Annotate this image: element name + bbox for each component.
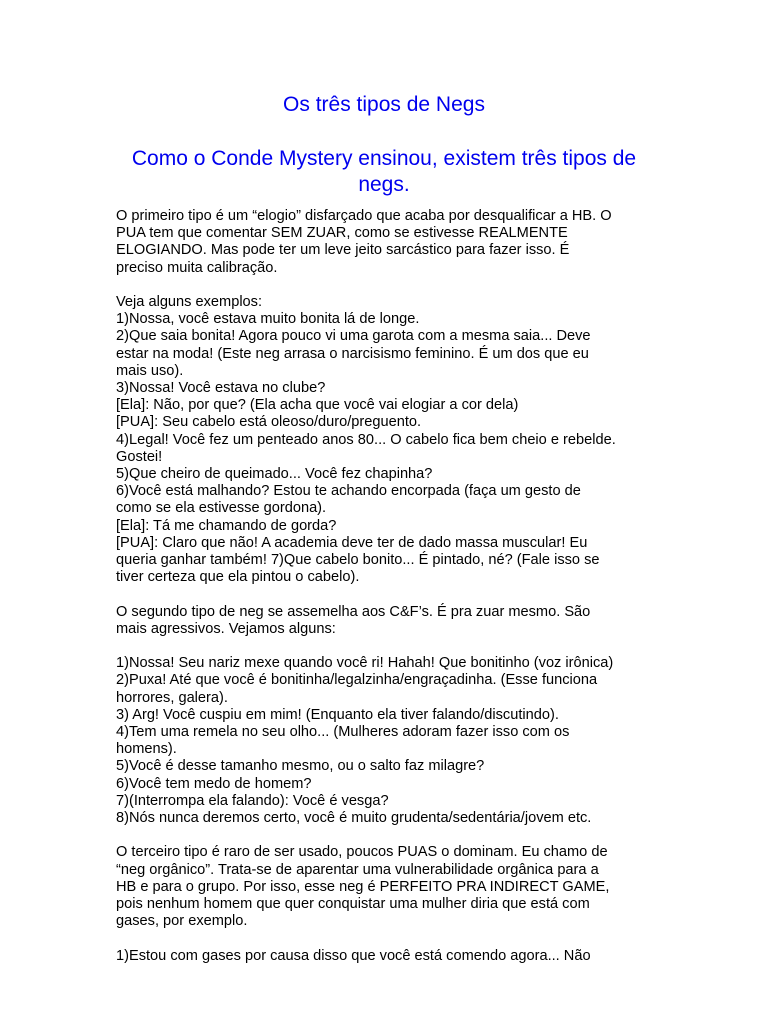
text-line: HB e para o grupo. Por isso, esse neg é PERFEITO PRA INDIRECT GAME, — [116, 878, 610, 895]
text-line: 3)Nossa! Você estava no clube? — [116, 380, 326, 397]
text-line: mais uso). — [116, 362, 184, 379]
text-line: 5)Que cheiro de queimado... Você fez chapinha? — [116, 466, 433, 483]
paragraph — [116, 844, 661, 930]
text-line: queria ganhar também! 7)Que cabelo bonito... É pintado, né? (Fale isso se — [116, 552, 600, 569]
text-line: ELOGIANDO. Mas pode ter um leve jeito sarcástico para fazer isso. É — [116, 242, 570, 259]
text-line: [PUA]: Seu cabelo está oleoso/duro/preguento. — [116, 414, 422, 431]
text-line: 6)Você tem medo de homem? — [116, 775, 312, 792]
text-line: homens). — [116, 741, 177, 758]
text-line: 3) Arg! Você cuspiu em mim! (Enquanto ela tiver falando/discutindo). — [116, 706, 559, 723]
text-line: O terceiro tipo é raro de ser usado, poucos PUAS o dominam. Eu chamo de — [116, 844, 608, 861]
paragraph — [116, 294, 661, 586]
paragraph — [116, 948, 661, 965]
text-line: “neg orgânico”. Trata-se de aparentar uma vulnerabilidade orgânica para a — [116, 861, 599, 878]
text-line: PUA tem que comentar SEM ZUAR, como se estivesse REALMENTE — [116, 225, 568, 242]
text-line: [PUA]: Claro que não! A academia deve ter de dado massa muscular! Eu — [116, 534, 588, 551]
text-line: como se ela estivesse gordona). — [116, 500, 327, 517]
text-line: 6)Você está malhando? Estou te achando encorpada (faça um gesto de — [116, 483, 581, 500]
document-subtitle: Como o Conde Mystery ensinou, existem três tipos de negs. — [131, 147, 637, 196]
text-line: tiver certeza que ela pintou o cabelo). — [116, 569, 360, 586]
text-line: 1)Estou com gases por causa disso que você está comendo agora... Não — [116, 947, 591, 964]
document-body — [116, 208, 661, 982]
document-title: Os três tipos de Negs — [283, 93, 485, 116]
paragraph — [116, 604, 661, 638]
text-line: mais agressivos. Vejamos alguns: — [116, 620, 336, 637]
text-line: preciso muita calibração. — [116, 259, 278, 276]
text-line: 4)Legal! Você fez um penteado anos 80... O cabelo fica bem cheio e rebelde. — [116, 431, 616, 448]
text-line: [Ela]: Tá me chamando de gorda? — [116, 517, 337, 534]
text-line: gases, por exemplo. — [116, 913, 248, 930]
text-line: 7)(Interrompa ela falando): Você é vesga? — [116, 792, 389, 809]
text-line: [Ela]: Não, por que? (Ela acha que você vai elogiar a cor dela) — [116, 397, 519, 414]
text-line: 2)Puxa! Até que você é bonitinha/legalzinha/engraçadinha. (Esse funciona — [116, 672, 598, 689]
paragraph — [116, 208, 661, 277]
paragraph — [116, 655, 661, 827]
text-line: 4)Tem uma remela no seu olho... (Mulheres adoram fazer isso com os — [116, 724, 570, 741]
text-line: pois nenhum homem que quer conquistar uma mulher diria que está com — [116, 896, 590, 913]
text-line: O segundo tipo de neg se assemelha aos C&F’s. É pra zuar mesmo. São — [116, 603, 591, 620]
text-line: Gostei! — [116, 448, 163, 465]
text-line: Veja alguns exemplos: — [116, 294, 263, 310]
text-line: estar na moda! (Este neg arrasa o narcisismo feminino. É um dos que eu — [116, 345, 589, 362]
text-line: 8)Nós nunca deremos certo, você é muito grudenta/sedentária/jovem etc. — [116, 810, 592, 827]
text-line: 1)Nossa! Seu nariz mexe quando você ri! Hahah! Que bonitinho (voz irônica) — [116, 655, 614, 672]
text-line: 1)Nossa, você estava muito bonita lá de longe. — [116, 311, 420, 328]
text-line: O primeiro tipo é um “elogio” disfarçado que acaba por desqualificar a HB. O — [116, 208, 612, 224]
text-line: horrores, galera). — [116, 689, 228, 706]
text-line: 5)Você é desse tamanho mesmo, ou o salto faz milagre? — [116, 758, 485, 775]
text-line: 2)Que saia bonita! Agora pouco vi uma garota com a mesma saia... Deve — [116, 328, 591, 345]
